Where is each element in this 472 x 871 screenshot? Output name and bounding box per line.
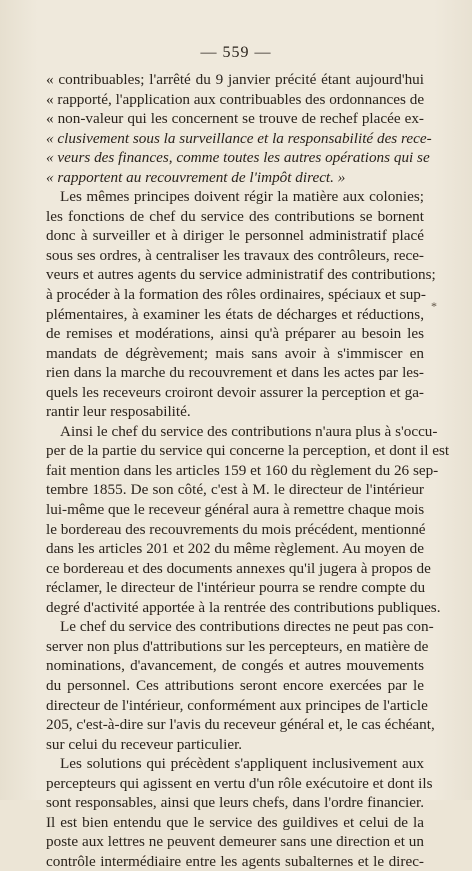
text-line: à procéder à la formation des rôles ordinaires, spéciaux et sup- [46, 286, 426, 304]
text-line: Il est bien entendu que le service des guildives et celui de la [46, 813, 424, 831]
text-line: « contribuables; l'arrêté du 9 janvier précité étant aujourd'hui [46, 71, 424, 88]
text-line: « rapportent au recouvrement de l'impôt direct. » [46, 168, 346, 186]
text-line: percepteurs qui agissent en vertu d'un rôle exécutoire et dont ils [46, 774, 433, 792]
text-line: quels les receveurs croiront devoir assurer la perception et ga- [46, 383, 424, 401]
text-line: sous ses ordres, à centraliser les travaux des contrôleurs, rece- [46, 246, 424, 264]
text-line: donc à surveiller et à diriger le personnel administratif placé [46, 227, 424, 245]
text-line: fait mention dans les articles 159 et 160 du règlement du 26 sep- [46, 461, 439, 479]
text-line: Le chef du service des contributions directes ne peut pas con- [60, 618, 434, 636]
text-line: Les mêmes principes doivent régir la matière aux colonies; [60, 188, 424, 206]
text-line: Les solutions qui précèdent s'appliquent inclusivement aux [60, 755, 424, 773]
text-line: nominations, d'avancement, de congés et autres mouvements [46, 657, 424, 675]
text-line: contrôle intermédiaire entre les agents subalternes et le direc- [46, 852, 424, 870]
text-line: lui-même que le receveur général aura à remettre chaque mois [46, 501, 425, 519]
text-line: 205, c'est-à-dire sur l'avis du receveur général et, le cas échéant, [46, 716, 435, 734]
text-line: plémentaires, à examiner les états de décharges et réductions, [46, 305, 424, 323]
text-line: « non-valeur qui les concernent se trouve de rechef placée ex- [46, 110, 424, 128]
body-text [46, 70, 450, 871]
text-line: sont responsables, ainsi que leurs chefs, dans l'ordre financier. [46, 794, 424, 812]
text-line: ce bordereau et des documents annexes qu'il jugera à propos de [46, 559, 431, 577]
text-line: « veurs des finances, comme toutes les autres opérations qui se [46, 149, 430, 167]
text-line: rantir leur resposabilité. [46, 403, 191, 421]
text-line: de remises et modérations, ainsi qu'à préparer au besoin les [46, 325, 424, 343]
text-line: server non plus d'attributions sur les percepteurs, en matière de [46, 637, 429, 655]
text-line: degré d'activité apportée à la rentrée des contributions publiques. [46, 598, 441, 616]
text-line: réclamer, le directeur de l'intérieur pourra se rendre compte du [46, 579, 426, 597]
text-line: rien dans la marche du recouvrement et dans les actes par les- [46, 364, 424, 382]
text-line: du personnel. Ces attributions seront encore exercées par le [46, 676, 424, 694]
text-line: Ainsi le chef du service des contributions n'aura plus à s'occu- [60, 422, 438, 440]
text-line: mandats de dégrèvement; mais sans avoir à s'immiscer en [46, 344, 424, 362]
page-number: — 559 — [200, 44, 272, 61]
text-line: dans les articles 201 et 202 du même règlement. Au moyen de [46, 540, 424, 558]
text-line: les fonctions de chef du service des contributions se bornent [46, 207, 424, 225]
text-line: per de la partie du service qui concerne la perception, et dont il est [46, 442, 450, 460]
text-line: veurs et autres agents du service administratif des contributions; [46, 266, 436, 284]
margin-mark: * [431, 299, 437, 313]
text-line: directeur de l'intérieur, conformément aux principes de l'article [46, 696, 428, 714]
text-line: le bordereau des recouvrements du mois précédent, mentionné [46, 520, 426, 538]
text-line: sur celui du receveur particulier. [46, 735, 243, 753]
text-line: « clusivement sous la surveillance et la responsabilité des rece- [46, 129, 432, 147]
text-line: « rapporté, l'application aux contribuables des ordonnances de [46, 90, 425, 108]
text-line: tembre 1855. De son côté, c'est à M. le directeur de l'intérieur [46, 481, 424, 499]
text-line: poste aux lettres ne peuvent demeurer sans une direction et un [46, 833, 424, 851]
